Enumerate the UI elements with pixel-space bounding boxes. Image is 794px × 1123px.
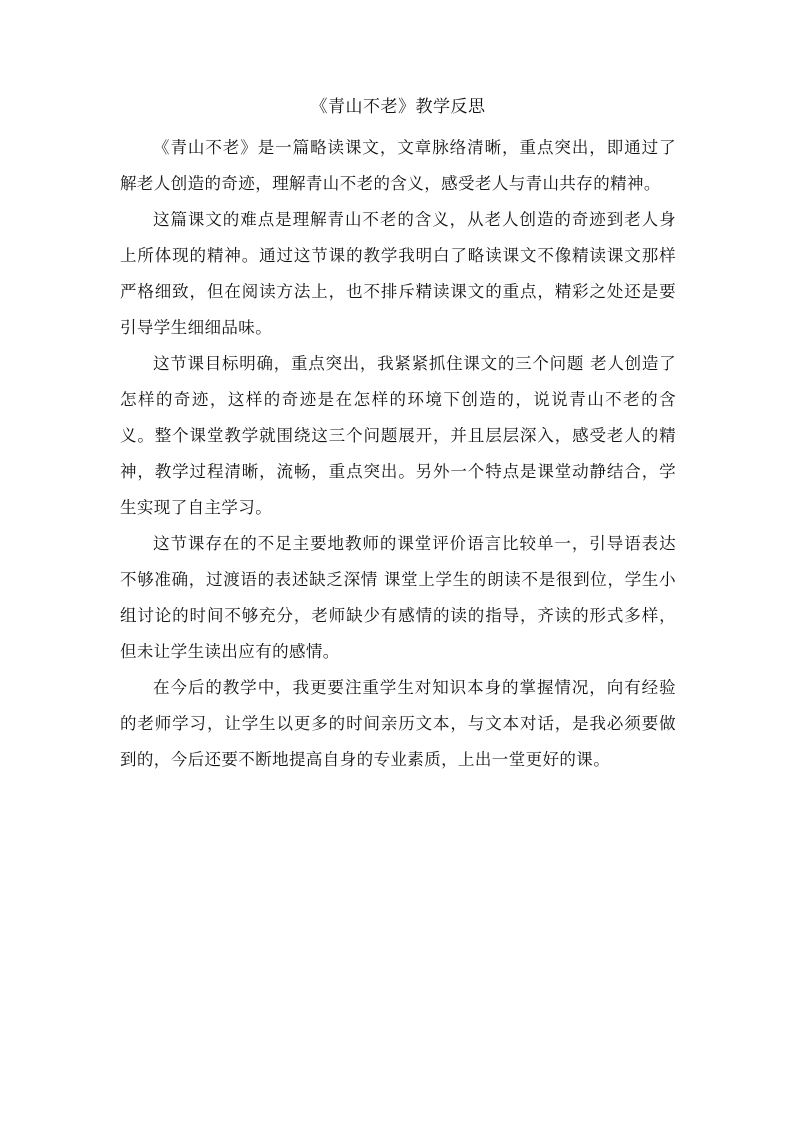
- paragraph-3: 这节课目标明确，重点突出，我紧紧抓住课文的三个问题 老人创造了怎样的奇迹，这样的奇迹是在怎样的环境下创造的，说说青山不老的含义。整个课堂教学就围绕这三个问题展开，并且层层深入，感受老人的精神，教学过程清晰，流畅，重点突出。另外一个特点是课堂动静结合，学生实现了自主学习。: [120, 354, 676, 517]
- paragraph-2: 这篇课文的难点是理解青山不老的含义，从老人创造的奇迹到老人身上所体现的精神。通过这节课的教学我明白了略读课文不像精读课文那样严格细致，但在阅读方法上，也不排斥精读课文的重点，精彩之处还是要引导学生细细品味。: [120, 210, 676, 337]
- paragraph-5: 在今后的教学中，我更要注重学生对知识本身的掌握情况，向有经验的老师学习，让学生以更多的时间亲历文本，与文本对话，是我必须要做到的，今后还要不断地提高自身的专业素质，上出一堂更好的课。: [120, 678, 676, 769]
- document-title: 《青山不老》教学反思: [310, 97, 486, 117]
- paragraph-1: 《青山不老》是一篇略读课文，文章脉络清晰，重点突出，即通过了解老人创造的奇迹，理解青山不老的含义，感受老人与青山共存的精神。: [120, 138, 676, 193]
- paragraph-4: 这节课存在的不足主要地教师的课堂评价语言比较单一，引导语表达不够准确，过渡语的表述缺乏深情 课堂上学生的朗读不是很到位，学生小组讨论的时间不够充分，老师缺少有感情的读的指导，齐读的形式多样，但未让学生读出应有的感情。: [120, 534, 676, 661]
- document-page: [120, 96, 676, 778]
